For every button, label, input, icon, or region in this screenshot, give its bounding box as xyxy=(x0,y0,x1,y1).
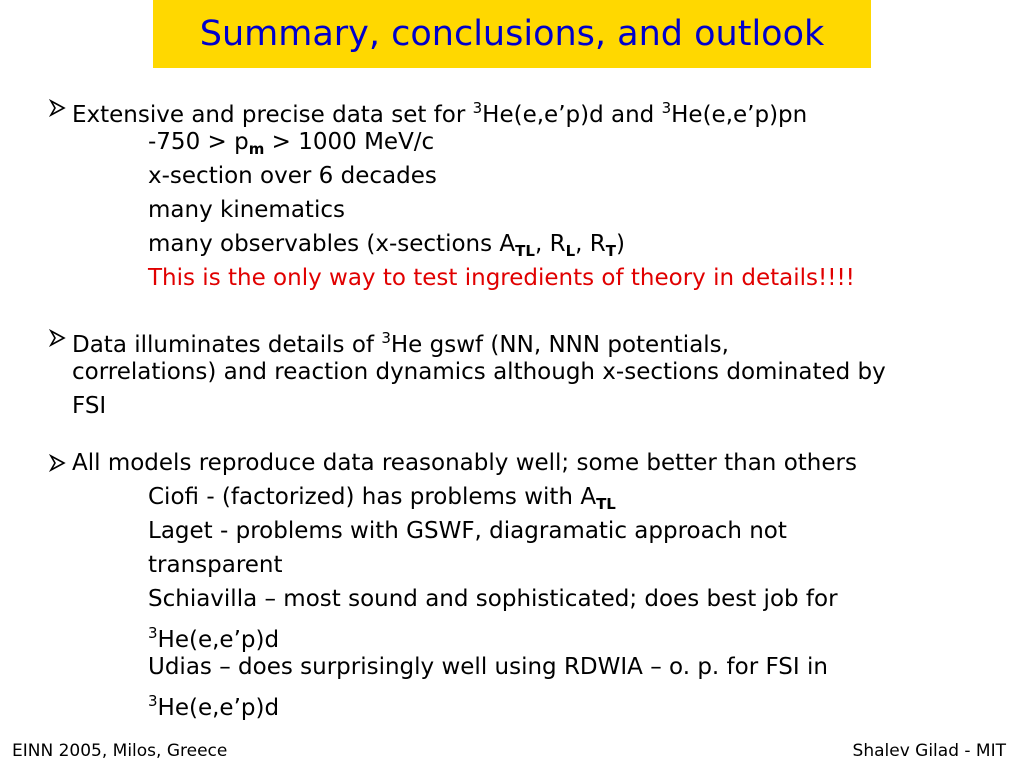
bullet-3-line-8: $^3$He(e,e’p)d xyxy=(148,692,280,721)
bullet-1-highlight-line: This is the only way to test ingredients of theory in details!!!! xyxy=(148,265,855,291)
bullet-1-line-5: many observables (x-sections $A_{TL}$, $R_L$, $R_T$) xyxy=(148,231,625,260)
bullet-3-line-2: Ciofi - (factorized) has problems with $A_{TL}$ xyxy=(148,484,616,513)
footer-right: Shalev Gilad - MIT xyxy=(852,741,1006,761)
arrow-bullet-icon xyxy=(49,329,67,347)
bullet-2-line-2: correlations) and reaction dynamics although x-sections dominated by xyxy=(72,359,886,385)
arrow-bullet-icon xyxy=(49,99,67,117)
bullet-2-line-3: FSI xyxy=(72,393,107,419)
arrow-bullet-icon xyxy=(49,454,67,472)
bullet-1-line-2: $-750 > p_m > 1000$ MeV/c xyxy=(148,129,435,158)
bullet-3-line-6: $^3$He(e,e’p)d xyxy=(148,624,280,653)
bullet-3-line-4: transparent xyxy=(148,552,283,578)
bullet-1-line-1: Extensive and precise data set for $^3$He(e,e’p)d and $^3$He(e,e’p)pn xyxy=(72,99,808,128)
bullet-1-line-3: x-section over 6 decades xyxy=(148,163,437,189)
bullet-2-line-1: Data illuminates details of $^3$He gswf (NN, NNN potentials, xyxy=(72,329,729,358)
bullet-3-line-7: Udias – does surprisingly well using RDWIA – o. p. for FSI in xyxy=(148,654,828,680)
slide-title: Summary, conclusions, and outlook xyxy=(199,14,825,54)
footer-left: EINN 2005, Milos, Greece xyxy=(12,741,228,761)
bullet-1-line-4: many kinematics xyxy=(148,197,345,223)
bullet-3-line-3: Laget - problems with GSWF, diagramatic approach not xyxy=(148,518,787,544)
bullet-3-line-5: Schiavilla – most sound and sophisticated; does best job for xyxy=(148,586,838,612)
bullet-3-line-1: All models reproduce data reasonably well; some better than others xyxy=(72,450,857,476)
